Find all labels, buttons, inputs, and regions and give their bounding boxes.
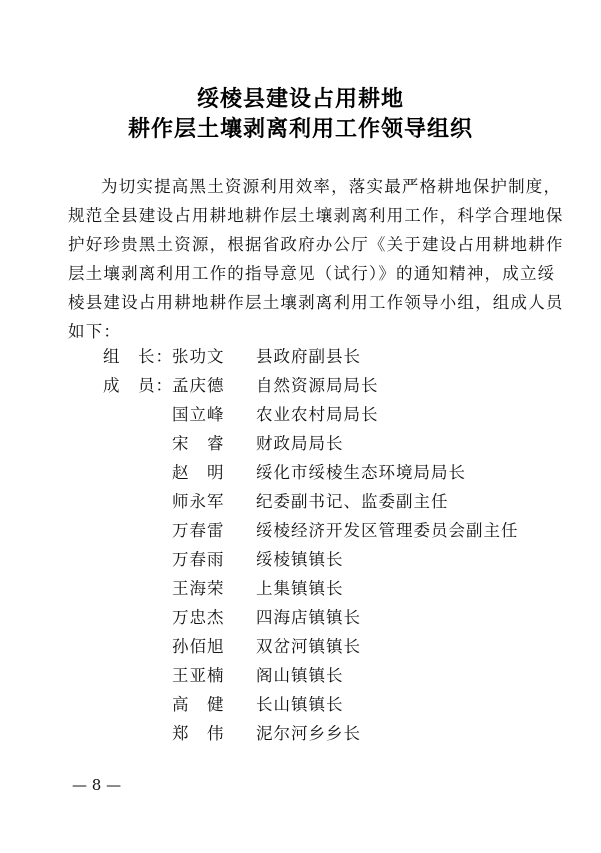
member-post: 四海店镇镇长: [256, 608, 361, 627]
member-name: 万春雷: [172, 521, 225, 540]
member-post: 农业农村局局长: [256, 405, 379, 424]
member-post: 绥棱镇镇长: [256, 550, 344, 569]
member-post: 长山镇镇长: [256, 695, 344, 714]
member-name: 万忠杰: [172, 608, 225, 627]
member-name: 郑 伟: [172, 724, 225, 743]
member-post: 双岔河镇镇长: [256, 637, 361, 656]
paragraph-line: 为切实提高黑土资源利用效率，落实最严格耕地保护制度，: [101, 177, 562, 196]
member-post: 绥化市绥棱生态环境局局长: [256, 463, 466, 482]
member-post: 上集镇镇长: [256, 579, 344, 598]
member-post: 自然资源局局长: [256, 376, 379, 395]
member-name: 高 健: [172, 695, 225, 714]
document-title-line-2: 耕作层土壤剥离利用工作领导组织: [127, 117, 473, 142]
paragraph-line: 层土壤剥离利用工作的指导意见（试行）》的通知精神，成立绥: [68, 264, 556, 283]
paragraph-line: 如下：: [68, 322, 122, 341]
member-post: 财政局局长: [256, 434, 344, 453]
member-name: 赵 明: [172, 463, 225, 482]
member-post: 阁山镇镇长: [256, 666, 344, 685]
members-role-label: 成 员：: [103, 376, 173, 395]
paragraph-line: 棱县建设占用耕地耕作层土壤剥离利用工作领导小组，组成人员: [68, 293, 564, 312]
document-title-line-1: 绥棱县建设占用耕地: [196, 87, 404, 112]
intro-paragraph: [68, 172, 564, 346]
leader-role-label: 组 长：: [103, 347, 173, 366]
member-post: 纪委副书记、监委副主任: [256, 492, 449, 511]
member-name: 王亚楠: [172, 666, 225, 685]
member-post: 绥棱经济开发区管理委员会副主任: [256, 521, 519, 540]
paragraph-line: 护好珍贵黑土资源，根据省政府办公厅《关于建设占用耕地耕作: [68, 235, 564, 254]
member-name: 孙佰旭: [172, 637, 225, 656]
member-name: 孟庆德: [172, 376, 225, 395]
member-name: 王海荣: [172, 579, 225, 598]
leader-post: 县政府副县长: [256, 347, 361, 366]
leader-name: 张功文: [172, 347, 225, 366]
member-name: 万春雨: [172, 550, 225, 569]
member-name: 宋 睿: [172, 434, 225, 453]
member-post: 泥尔河乡乡长: [256, 724, 361, 743]
member-name: 国立峰: [172, 405, 225, 424]
paragraph-line: 规范全县建设占用耕地耕作层土壤剥离利用工作，科学合理地保: [68, 206, 564, 225]
page-number: — 8 —: [72, 776, 122, 794]
member-name: 师永军: [172, 492, 225, 511]
